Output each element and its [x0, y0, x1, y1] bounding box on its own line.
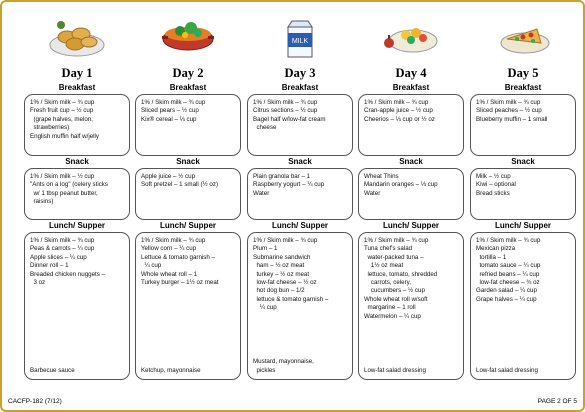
day-title: Day 3 [284, 66, 316, 80]
menu-item: strawberries) [30, 124, 70, 132]
lunch-box [247, 232, 353, 380]
menu-item: cheese [253, 124, 277, 132]
breakfast-heading: Breakfast [58, 83, 96, 92]
menu-item: 1% / Skim milk – ¾ cup [476, 237, 541, 244]
svg-text:MILK: MILK [291, 38, 309, 45]
menu-item: ¼ cup [141, 262, 162, 270]
menu-item: Kiwi – optional [476, 181, 516, 189]
menu-item: Raspberry yogurt – ¼ cup [253, 181, 325, 189]
menu-item: 1% / Skim milk – ¾ cup [364, 237, 429, 244]
menu-item: 1% / Skim milk – ¾ cup [141, 237, 206, 244]
snack-heading: Snack [399, 157, 423, 166]
menu-item: margarine – 1 roll [364, 304, 416, 312]
menu-item: Plain granola bar – 1 [253, 173, 311, 180]
day-title: Day 4 [395, 66, 427, 80]
menu-item: low-fat cheese – ½ oz [253, 279, 317, 287]
day-column [24, 8, 130, 380]
menu-item: tortilla – 1 [476, 253, 507, 261]
menu-item: turkey – ½ oz meat [253, 270, 310, 278]
snack-heading: Snack [288, 157, 312, 166]
menu-item: lettuce & tomato garnish – [253, 295, 329, 303]
breakfast-box [24, 94, 130, 156]
lunch-box [24, 232, 130, 380]
menu-item: Tuna chef's salad [364, 245, 413, 253]
menu-item: Plum – 1 [253, 245, 278, 253]
menu-item: Milk – ½ cup [476, 173, 511, 180]
menu-item: Bread sticks [476, 189, 510, 197]
menu-item: tomato sauce – ¼ cup [476, 262, 541, 270]
menu-item: Sliced pears – ½ cup [141, 107, 199, 115]
menu-item: 1% / Skim milk – ¾ cup [476, 99, 541, 106]
milk-carton-icon [247, 8, 353, 60]
snack-box [358, 168, 464, 220]
lunch-heading: Lunch/ Supper [272, 221, 328, 230]
menu-item: Grape halves – ¼ cup [476, 295, 537, 303]
menu-item: Whole wheat roll – 1 [141, 270, 198, 278]
form-number: CACFP-182 (7/12) [8, 398, 62, 405]
menu-item: 1% / Skim milk – ¾ cup [364, 99, 429, 106]
menu-item: Apple slices – ¼ cup [30, 253, 87, 261]
snack-heading: Snack [511, 157, 535, 166]
menu-item: Garden salad – ¼ cup [476, 287, 537, 295]
snack-heading: Snack [65, 157, 89, 166]
menu-item: English muffin half w/jelly [30, 132, 100, 140]
snack-box [24, 168, 130, 220]
menu-item: 1% / Skim milk – ¾ cup [30, 237, 95, 244]
day-title: Day 5 [507, 66, 539, 80]
menu-item: Lettuce & tomato garnish – [141, 253, 215, 261]
menu-item: Bagel half w/low-fat cream [253, 115, 326, 123]
menu-item: Turkey burger – 1½ oz meat [141, 279, 219, 287]
condiment-note: Mustard, mayonnaise, pickles [253, 358, 314, 374]
menu-item: Submarine sandwich [253, 253, 311, 261]
condiment-note: Low-fat salad dressing [364, 366, 426, 374]
menu-item: "Ants on a log" (celery sticks [30, 181, 108, 189]
menu-item: carrots, celery, [364, 279, 412, 287]
day-column [358, 8, 464, 380]
snack-box [470, 168, 576, 220]
menu-item: 1% / Skim milk – ¾ cup [253, 237, 318, 244]
menu-item: w/ 1 tbsp peanut butter, [30, 189, 98, 197]
menu-item: ham – ½ oz meat [253, 262, 305, 270]
menu-item: Breaded chicken nuggets – [30, 270, 105, 278]
menu-item: Cran-apple juice – ½ cup [364, 107, 433, 115]
pasta-salad-icon [358, 8, 464, 60]
menu-item: Cheerios – ⅓ cup or ½ oz [364, 115, 435, 123]
breakfast-heading: Breakfast [392, 83, 430, 92]
pizza-plate-icon [470, 8, 576, 60]
menu-item: lettuce, tomato, shredded [364, 270, 438, 278]
menu-item: 3 oz [30, 279, 46, 287]
breakfast-heading: Breakfast [504, 83, 542, 92]
menu-item: Soft pretzel – 1 small (½ oz) [141, 181, 219, 189]
menu-item: Whole wheat roll w/soft [364, 295, 428, 303]
day-column [247, 8, 353, 380]
menu-item: Water [253, 189, 270, 197]
menu-item: Yellow corn – ¼ cup [141, 245, 197, 253]
breakfast-box [470, 94, 576, 156]
menu-item: Watermelon – ¼ cup [364, 312, 421, 320]
lunch-heading: Lunch/ Supper [383, 221, 439, 230]
menu-item: Kix® cereal – ⅓ cup [141, 115, 197, 123]
lunch-heading: Lunch/ Supper [160, 221, 216, 230]
menu-item: 1% / Skim milk – ½ cup [30, 173, 95, 180]
day-column [470, 8, 576, 380]
menu-item: Blueberry muffin – 1 small [476, 115, 548, 123]
day-title: Day 1 [61, 66, 93, 80]
menu-item: Mexican pizza [476, 245, 516, 253]
snack-box [247, 168, 353, 220]
menu-item: ¼ cup [253, 304, 277, 312]
menu-item: Citrus sections – ½ cup [253, 107, 318, 115]
breakfast-box [135, 94, 241, 156]
menu-item: 1% / Skim milk – ¾ cup [30, 99, 95, 106]
day-column [135, 8, 241, 380]
vegetable-pot-icon [135, 8, 241, 60]
snack-heading: Snack [176, 157, 200, 166]
menu-item: Apple juice – ½ cup [141, 173, 196, 180]
menu-item: water-packed tuna – [364, 253, 424, 261]
day-title: Day 2 [172, 66, 204, 80]
menu-item: Wheat Thins [364, 173, 399, 180]
breakfast-box [247, 94, 353, 156]
lunch-box [358, 232, 464, 380]
lunch-box [135, 232, 241, 380]
menu-item: Water [364, 189, 381, 197]
lunch-box [470, 232, 576, 380]
menu-item: (grape halves, melon, [30, 115, 93, 123]
menu-item: 1% / Skim milk – ¾ cup [141, 99, 206, 106]
menu-item: Sliced peaches – ½ cup [476, 107, 542, 115]
breakfast-box [358, 94, 464, 156]
page-number: PAGE 2 OF 5 [537, 398, 577, 405]
snack-box [135, 168, 241, 220]
menu-item: refried beans – ¼ cup [476, 270, 540, 278]
menu-item: cucumbers – ½ cup [364, 287, 425, 295]
condiment-note: Low-fat salad dressing [476, 366, 538, 374]
menu-item: 1% / Skim milk – ¾ cup [253, 99, 318, 106]
menu-item: Fresh fruit cup – ½ cup [30, 107, 94, 115]
breakfast-heading: Breakfast [169, 83, 207, 92]
menu-item: Mandarin oranges – ⅓ cup [364, 181, 438, 189]
lunch-heading: Lunch/ Supper [49, 221, 105, 230]
menu-item: raisins) [30, 198, 54, 206]
menu-item: Dinner roll – 1 [30, 262, 69, 270]
menu-item: low-fat cheese – ¾ oz [476, 279, 540, 287]
menu-item: 1½ oz meat [364, 262, 404, 270]
chicken-nuggets-plate-icon [24, 8, 130, 60]
condiment-note: Ketchup, mayonnaise [141, 366, 201, 374]
lunch-heading: Lunch/ Supper [495, 221, 551, 230]
breakfast-heading: Breakfast [281, 83, 319, 92]
menu-item: hot dog bun – 1/2 [253, 287, 305, 295]
condiment-note: Barbecue sauce [30, 366, 75, 374]
menu-item: Peas & carrots – ¼ cup [30, 245, 95, 253]
